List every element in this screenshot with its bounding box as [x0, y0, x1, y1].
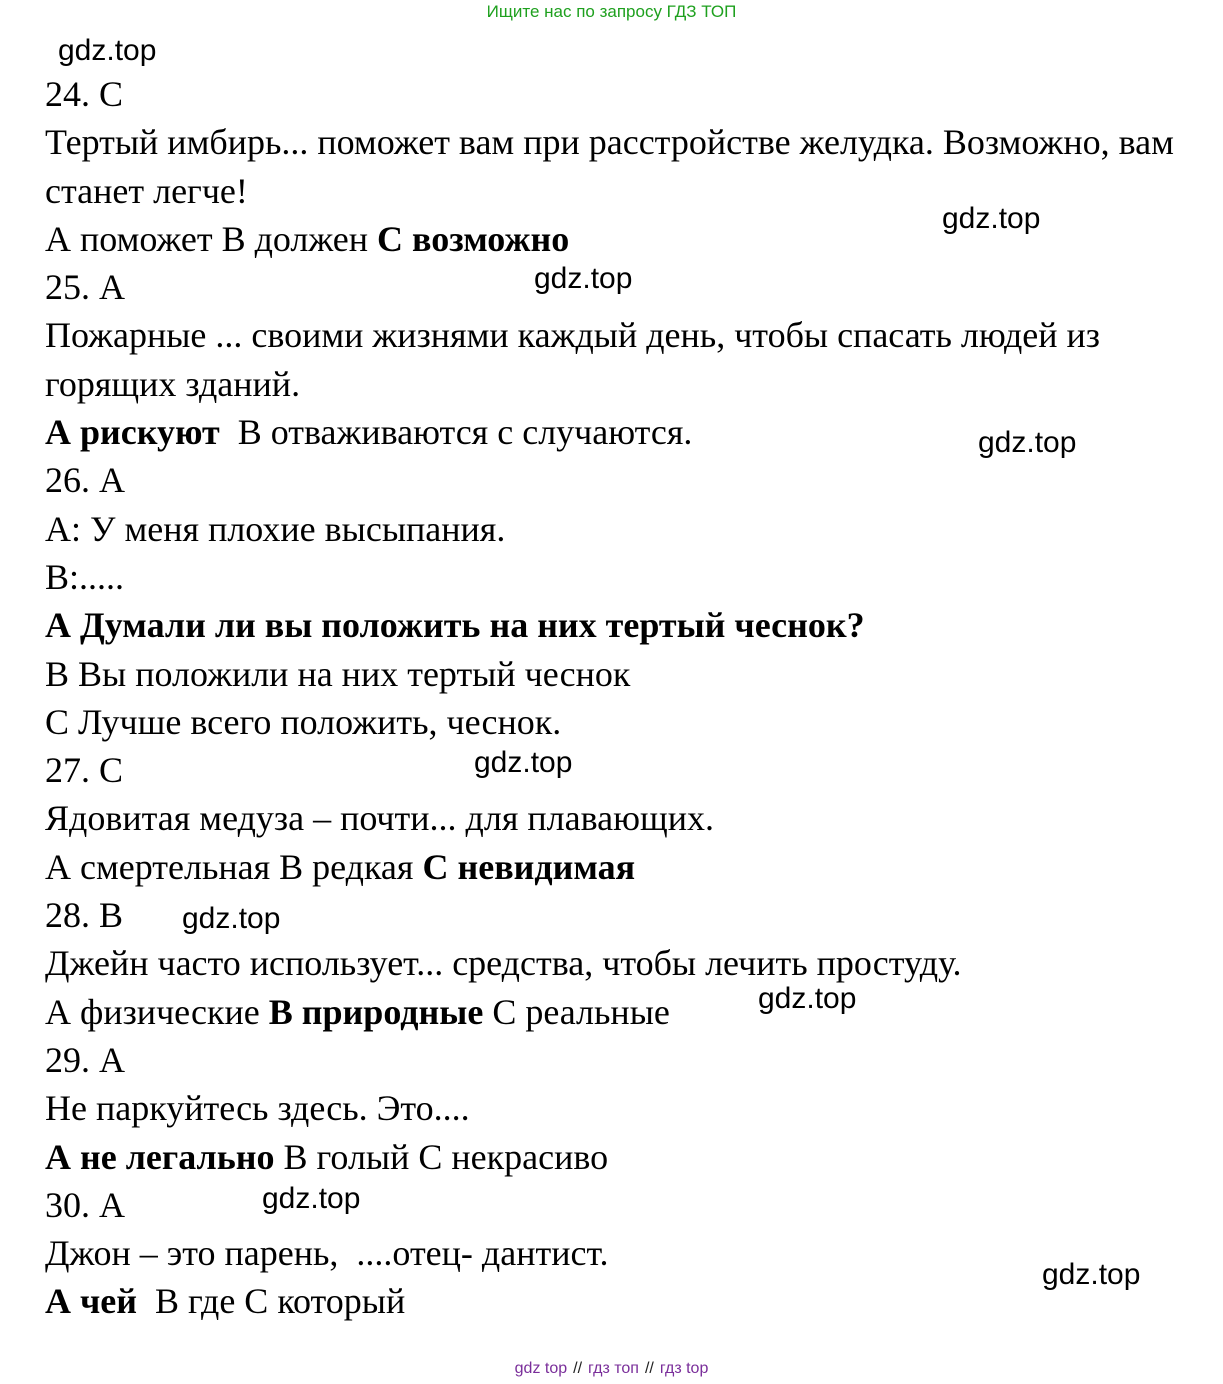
item-number: 24. С [45, 74, 124, 114]
option-text: А поможет В должен [45, 218, 378, 259]
top-banner: Ищите нас по запросу ГДЗ ТОП [486, 2, 737, 21]
item-options [45, 988, 1215, 1036]
item-number: 28. В [45, 895, 124, 936]
option-text: А физические [45, 991, 269, 1032]
footer [0, 1358, 1223, 1380]
watermark: gdz.top [182, 902, 281, 935]
watermark: gdz.top [1042, 1258, 1141, 1291]
item-number: 29. А [45, 1039, 125, 1080]
dialog-line: А: У меня плохие высыпания. [45, 508, 506, 549]
correct-option: А не легально [45, 1136, 275, 1177]
item-question: Джон – это парень, ....отец- дантист. [45, 1233, 609, 1274]
correct-option-text: А Думали ли вы положить на них тертый чеснок? [45, 605, 865, 646]
option-line: С Лучше всего положить, чеснок. [45, 701, 562, 742]
item-options [45, 1277, 1215, 1325]
option-text: В где С который [137, 1281, 406, 1322]
watermark: gdz.top [58, 34, 157, 67]
option-text: В отваживаются с случаются. [219, 412, 693, 453]
footer-link[interactable]: гдз топ [588, 1360, 639, 1377]
item-question: Пожарные ... своими жизнями каждый день, чтобы спасать людей из горящих зданий. [45, 315, 1100, 404]
footer-link[interactable]: гдз top [659, 1360, 709, 1377]
correct-option: А чей [45, 1281, 138, 1322]
item-question: Джейн часто использует... средства, чтобы лечить простуду. [45, 943, 962, 984]
item-number: 27. С [45, 750, 124, 791]
watermark: gdz.top [262, 1182, 361, 1215]
watermark: gdz.top [534, 262, 633, 295]
watermark: gdz.top [942, 202, 1041, 235]
item-options [45, 843, 1215, 891]
item-question: Ядовитая медуза – почти... для плавающих. [45, 798, 714, 839]
watermark: gdz.top [758, 982, 857, 1015]
footer-separator: // [644, 1360, 654, 1377]
option-text: А смертельная В редкая [45, 846, 423, 887]
item-options [45, 1133, 1215, 1181]
footer-link[interactable]: gdz top [514, 1360, 568, 1377]
answer-document [45, 70, 1215, 1326]
watermark: gdz.top [978, 426, 1077, 459]
watermark: gdz.top [474, 746, 573, 779]
correct-option: С возможно [377, 218, 570, 259]
option-text: В голый С некрасиво [274, 1136, 609, 1177]
item-number: 30. А [45, 1184, 125, 1225]
correct-option: В природные [268, 991, 484, 1032]
correct-option: А рискуют [45, 412, 220, 453]
item-question: Не паркуйтесь здесь. Это.... [45, 1088, 470, 1129]
item-number: 26. А [45, 460, 125, 501]
correct-option: С невидимая [422, 846, 636, 887]
option-text: С реальные [483, 991, 670, 1032]
dialog-line: В:..... [45, 556, 125, 597]
correct-option [45, 601, 1215, 649]
option-line: В Вы положили на них тертый чеснок [45, 653, 631, 694]
item-options [45, 408, 1215, 456]
item-question: Тертый имбирь... поможет вам при расстройстве желудка. Возможно, вам станет легче! [45, 122, 1174, 211]
footer-separator: // [573, 1360, 583, 1377]
item-options [45, 215, 1215, 263]
item-number: 25. А [45, 267, 125, 308]
